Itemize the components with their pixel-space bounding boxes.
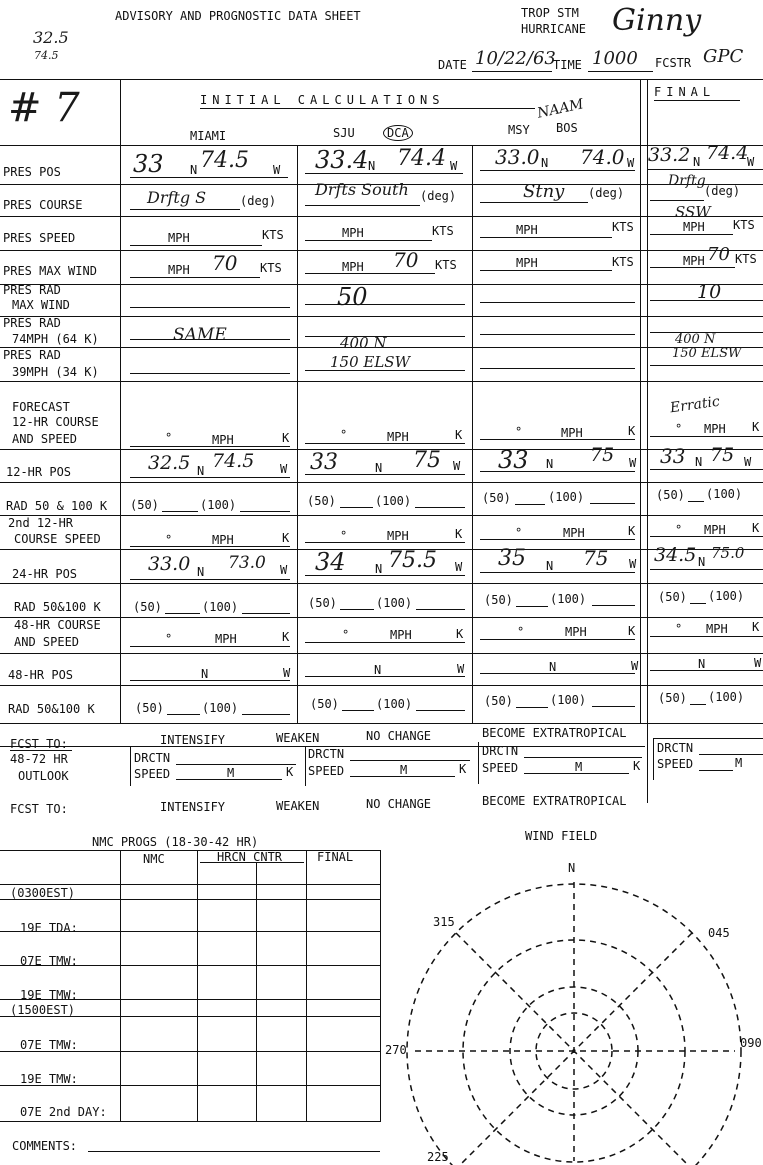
row-label-rad-48: RAD 50&100 K [8,702,95,716]
option-intensify-2[interactable]: INTENSIFY [160,800,226,814]
unit-deg: (deg) [240,194,277,208]
nmc-col-hrcn-cntr: HRCN CNTR [217,850,283,864]
unit-mph: MPH [516,223,538,237]
outlook-label-2: OUTLOOK [18,769,69,783]
row-label-pres-rad-39-2: 39MPH (34 K) [12,365,99,379]
nmc-row-07e-tmw: 07E TMW: [20,954,78,968]
msy-24hr-lon[interactable]: 75 [583,546,609,570]
date-value[interactable]: 10/22/63 [475,48,556,69]
miami-pres-lat[interactable]: 33 [133,150,164,178]
unit-n: N [549,660,557,674]
rad-100: (100) [708,690,745,704]
unit-kts: KTS [612,255,634,269]
degree-mark: ° [515,425,523,439]
option-weaken[interactable]: WEAKEN [276,731,320,745]
col-bos: BOS [556,121,578,135]
unit-mph: MPH [387,430,409,444]
col-msy: MSY [508,123,530,137]
fcst-to-label: FCST TO: [10,737,68,751]
unit-k: K [282,531,290,545]
unit-mph: MPH [704,422,726,436]
final-pres-lat[interactable]: 33.2 [648,144,691,166]
comments-label: COMMENTS: [12,1139,78,1153]
nmc-row-07e-2nd-day: 07E 2nd DAY: [20,1105,107,1119]
row-label-2nd-12hr-course: COURSE SPEED [14,532,101,546]
nmc-row-07e-tmw-2: 07E TMW: [20,1038,78,1052]
degree-mark: ° [675,422,683,436]
unit-w: W [747,155,755,169]
sju-12hr-lat[interactable]: 33 [310,450,338,475]
rad-50: (50) [656,488,685,502]
unit-deg: (deg) [704,184,741,198]
option-extratropical[interactable]: BECOME EXTRATROPICAL [482,726,627,740]
nmc-section-0300: (0300EST) [10,886,76,900]
rad-50: (50) [133,600,162,614]
msy-12hr-lat[interactable]: 33 [498,446,529,474]
rad-100: (100) [550,693,587,707]
row-label-pres-rad-max: PRES RAD [3,283,61,297]
nmc-row-19e-tda: 19E TDA: [20,921,78,935]
unit-w: W [450,159,458,173]
unit-k: K [286,765,294,779]
degree-mark: ° [342,628,350,642]
unit-mph: MPH [563,526,585,540]
unit-kts: KTS [432,224,454,238]
unit-n: N [374,663,382,677]
unit-w: W [744,455,752,469]
unit-mph: MPH [683,220,705,234]
sju-max-wind[interactable]: 70 [393,248,419,272]
msy-24hr-lat[interactable]: 35 [498,546,526,571]
degree-mark: ° [165,632,173,646]
sju-pres-lat[interactable]: 33.4 [315,146,369,174]
sju-12hr-lon[interactable]: 75 [413,448,441,473]
row-label-24hr-pos: 24-HR POS [12,567,78,581]
speed-label: SPEED [308,764,345,778]
unit-n: N [197,565,205,579]
rad-50: (50) [130,498,159,512]
nmc-row-19e-tmw-2: 19E TMW: [20,1072,78,1086]
unit-w: W [455,560,463,574]
fcst-to-label-2: FCST TO: [10,802,68,816]
final-speed[interactable]: SSW [675,203,711,221]
sheet-title: ADVISORY AND PROGNOSTIC DATA SHEET [115,9,361,23]
rad-100: (100) [200,498,237,512]
row-label-rad-12: RAD 50 & 100 K [6,499,108,513]
rad-50: (50) [658,691,687,705]
unit-n: N [698,657,706,671]
storm-type-trop: TROP STM [521,6,579,20]
unit-n: N [695,455,703,469]
unit-n: N [201,667,209,681]
unit-n: N [375,461,383,475]
outlook-label-1: 48-72 HR [10,752,68,766]
unit-m: M [735,756,743,770]
unit-k: K [455,527,463,541]
col-miami: MIAMI [190,129,227,143]
unit-mph: MPH [704,523,726,537]
row-label-pres-pos: PRES POS [3,165,61,179]
msy-pres-lat[interactable]: 33.0 [495,145,540,169]
speed-label: SPEED [657,757,694,771]
option-no-change[interactable]: NO CHANGE [366,729,432,743]
unit-k: K [628,424,636,438]
unit-mph: MPH [168,263,190,277]
sju-24hr-lat[interactable]: 34 [315,548,346,576]
rad-50: (50) [308,596,337,610]
speed-label: SPEED [482,761,519,775]
miami-max-wind[interactable]: 70 [212,251,238,275]
nmc-row-19e-tmw: 19E TMW: [20,988,78,1002]
final-rad-39-elsw[interactable]: 150 ELSW [672,346,742,361]
rad-100: (100) [376,596,413,610]
final-pres-lon[interactable]: 74.4 [706,142,749,164]
msy-12hr-lon[interactable]: 75 [590,444,615,466]
row-label-pres-speed: PRES SPEED [3,231,76,245]
drctn-label: DRCTN [308,747,345,761]
row-label-pres-rad-74-2: 74MPH (64 K) [12,332,99,346]
nmc-col-final: FINAL [317,850,354,864]
row-label-48hr-course: 48-HR COURSE [14,618,101,632]
rad-100: (100) [376,697,413,711]
miami-12hr-lat[interactable]: 32.5 [148,452,191,474]
unit-kts: KTS [735,252,757,266]
rad-50: (50) [307,494,336,508]
rad-50: (50) [658,590,687,604]
unit-mph: MPH [683,254,705,268]
row-label-48hr-pos: 48-HR POS [8,668,74,682]
nmc-progs-title: NMC PROGS (18-30-42 HR) [92,835,259,849]
degree-mark: ° [340,529,348,543]
unit-k: K [282,630,290,644]
row-label-pres-rad-max-2: MAX WIND [12,298,70,312]
unit-n: N [375,562,383,576]
unit-mph: MPH [342,260,364,274]
final-rad-39-north[interactable]: 400 N [675,332,716,347]
unit-n: N [698,555,706,569]
row-label-forecast: FORECAST [12,400,70,414]
unit-w: W [627,156,635,170]
miami-pres-lon[interactable]: 74.5 [200,148,249,173]
miami-24hr-lat[interactable]: 33.0 [148,553,191,575]
msy-handnote: NAAM [535,96,585,122]
unit-n: N [693,155,701,169]
option-weaken-2[interactable]: WEAKEN [276,799,320,813]
unit-k: K [459,762,467,776]
row-label-rad-24: RAD 50&100 K [14,600,101,614]
wind-label-n: N [568,861,576,875]
final-rad-max-wind[interactable]: 10 [697,281,722,303]
miami-12hr-lon[interactable]: 74.5 [212,450,255,472]
unit-w: W [631,659,639,673]
degree-mark: ° [165,431,173,445]
degree-mark: ° [340,428,348,442]
unit-deg: (deg) [588,186,625,200]
margin-note-lon: 74.5 [34,49,59,62]
unit-k: K [633,759,641,773]
unit-kts: KTS [260,261,282,275]
final-12hr-lat[interactable]: 33 [660,444,686,468]
degree-mark: ° [515,526,523,540]
unit-mph: MPH [212,433,234,447]
drctn-label: DRCTN [482,744,519,758]
rad-100: (100) [550,592,587,606]
sju-24hr-lon[interactable]: 75.5 [388,548,437,573]
unit-n: N [190,163,198,177]
time-value[interactable]: 1000 [592,48,638,69]
margin-note-lat: 32.5 [33,28,69,47]
unit-w: W [457,662,465,676]
msy-course[interactable]: Stny [523,181,565,202]
col-dca: DCA [383,125,413,141]
option-no-change-2[interactable]: NO CHANGE [366,797,432,811]
unit-k: K [752,521,760,535]
unit-k: K [628,624,636,638]
rad-100: (100) [708,589,745,603]
speed-label: SPEED [134,767,171,781]
unit-k: K [455,428,463,442]
unit-k: K [752,420,760,434]
initial-calculations-heading: INITIAL CALCULATIONS [200,93,445,107]
unit-k: K [628,524,636,538]
sheet-number: # 7 [8,85,80,131]
sju-rad-39-elsw[interactable]: 150 ELSW [330,353,411,371]
sju-pres-lon[interactable]: 74.4 [397,146,446,171]
sju-rad-max-wind[interactable]: 50 [337,283,368,311]
rad-50: (50) [135,701,164,715]
row-label-48hr-and-speed: AND SPEED [14,635,80,649]
unit-w: W [754,656,762,670]
unit-k: K [282,431,290,445]
wind-label-270: 270 [385,1043,407,1057]
rad-100: (100) [202,701,239,715]
row-label-12hr-pos: 12-HR POS [6,465,72,479]
degree-mark: ° [517,625,525,639]
final-course[interactable]: Drftg [668,173,706,189]
final-max-wind[interactable]: 70 [707,244,730,265]
unit-w: W [283,666,291,680]
unit-m: M [400,763,408,777]
rad-100: (100) [706,487,743,501]
unit-w: W [280,563,288,577]
rad-50: (50) [482,491,511,505]
unit-m: M [227,766,235,780]
unit-n: N [546,559,554,573]
miami-course[interactable]: Drftg S [147,188,207,207]
wind-field-title: WIND FIELD [525,829,598,843]
unit-mph: MPH [342,226,364,240]
unit-mph: MPH [706,622,728,636]
unit-kts: KTS [612,220,634,234]
unit-mph: MPH [565,625,587,639]
degree-mark: ° [675,622,683,636]
forecaster-value[interactable]: GPC [703,46,744,67]
msy-pres-lon[interactable]: 74.0 [580,145,625,169]
drctn-label: DRCTN [657,741,694,755]
unit-w: W [273,163,281,177]
unit-k: K [752,620,760,634]
storm-name: Ginny [612,3,702,38]
unit-mph: MPH [387,529,409,543]
forecaster-label: FCSTR [655,56,692,70]
storm-type-hurricane: HURRICANE [521,22,587,36]
rad-50: (50) [310,697,339,711]
row-label-pres-rad-39: PRES RAD [3,348,61,362]
final-12hr-lon[interactable]: 75 [710,444,735,466]
nmc-col-nmc: NMC [143,852,165,866]
wind-label-315: 315 [433,915,455,929]
unit-n: N [368,159,376,173]
row-label-pres-rad-74: PRES RAD [3,316,61,330]
final-12hr-course[interactable]: Erratic [669,393,721,417]
miami-24hr-lon[interactable]: 73.0 [228,553,266,573]
final-24hr-lat[interactable]: 34.5 [654,544,697,566]
date-label: DATE [438,58,467,72]
unit-n: N [546,457,554,471]
wind-label-045: 045 [708,926,730,940]
unit-k: K [456,627,464,641]
unit-mph: MPH [168,231,190,245]
unit-m: M [575,760,583,774]
unit-mph: MPH [390,628,412,642]
unit-w: W [629,557,637,571]
unit-n: N [541,156,549,170]
option-intensify[interactable]: INTENSIFY [160,733,226,747]
row-label-pres-course: PRES COURSE [3,198,83,212]
nmc-section-1500: (1500EST) [10,1003,76,1017]
rad-100: (100) [202,600,239,614]
row-label-pres-max-wind: PRES MAX WIND [3,264,97,278]
unit-mph: MPH [212,533,234,547]
unit-kts: KTS [733,218,755,232]
unit-n: N [197,464,205,478]
rad-50: (50) [484,593,513,607]
row-label-2nd-12hr: 2nd 12-HR [8,516,74,530]
unit-mph: MPH [215,632,237,646]
unit-kts: KTS [435,258,457,272]
time-label: TIME [553,58,582,72]
sju-course[interactable]: Drfts South [315,180,409,199]
row-label-and-speed: AND SPEED [12,432,78,446]
final-24hr-lon[interactable]: 75.0 [711,544,745,562]
unit-w: W [629,456,637,470]
miami-rad-74[interactable]: SAME [173,325,227,345]
rad-50: (50) [484,694,513,708]
row-label-12hr-course: 12-HR COURSE [12,415,99,429]
rad-100: (100) [548,490,585,504]
wind-field-diagram [415,862,763,1164]
option-extratropical-2[interactable]: BECOME EXTRATROPICAL [482,794,627,808]
drctn-label: DRCTN [134,751,171,765]
degree-mark: ° [165,533,173,547]
unit-w: W [453,459,461,473]
unit-deg: (deg) [420,189,457,203]
col-sju: SJU [333,126,355,140]
unit-w: W [280,462,288,476]
unit-mph: MPH [516,256,538,270]
unit-kts: KTS [262,228,284,242]
sju-rad-39-north[interactable]: 400 N [340,334,387,352]
unit-mph: MPH [561,426,583,440]
rad-100: (100) [375,494,412,508]
wind-label-090: 090 [740,1036,762,1050]
degree-mark: ° [675,523,683,537]
final-heading: FINAL [654,85,716,99]
wind-label-225: 225 [427,1150,449,1164]
